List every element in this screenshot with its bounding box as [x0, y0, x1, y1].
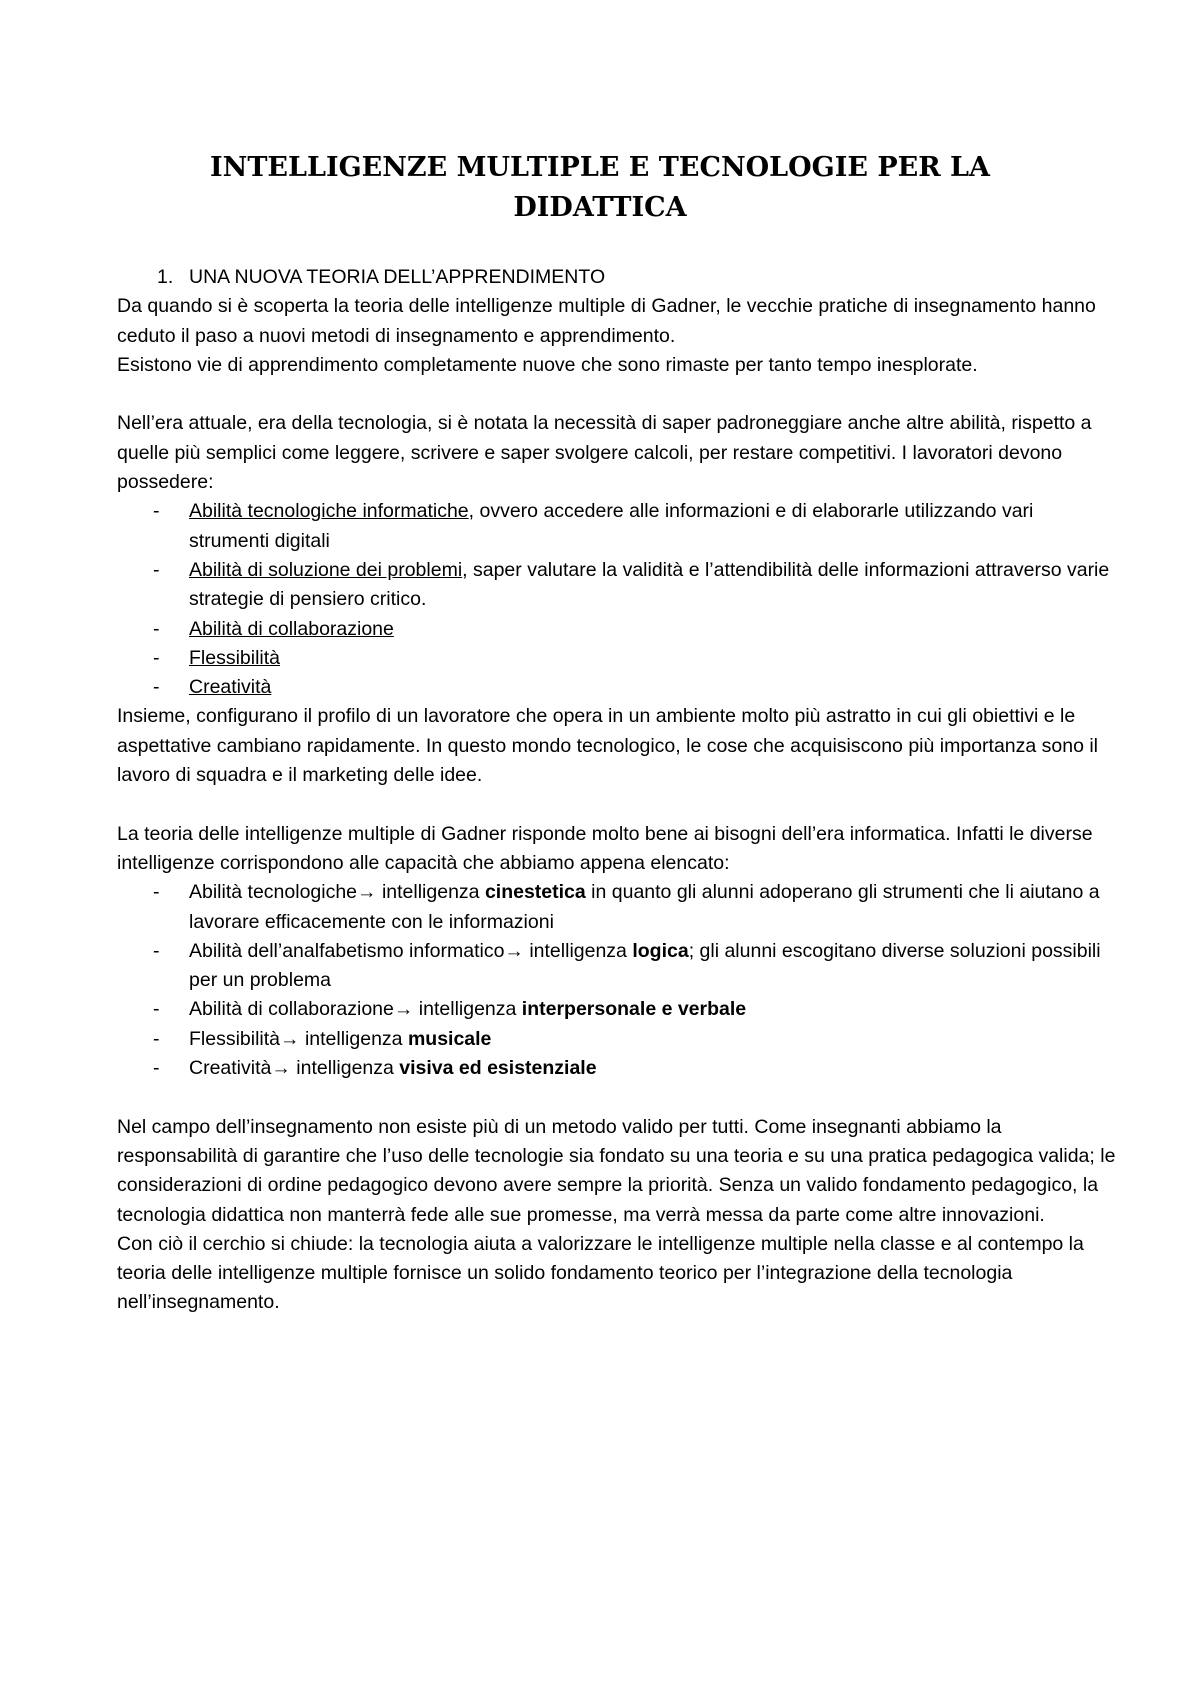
arrow-icon: →: [393, 998, 414, 1021]
paragraph-gap: [117, 790, 1117, 819]
mapping-intelligence: logica: [632, 939, 689, 962]
arrow-icon: →: [357, 881, 377, 904]
paragraph-era: Nell’era attuale, era della tecnologia, si è notata la necessità di saper padroneggiare anche altre abilità, rispetto a quelle più semplici come leggere, scrivere e saper svolgere calcoli, per restare competitivi. I lavoratori devono possedere:: [117, 412, 1092, 494]
section-heading: [117, 263, 1117, 292]
skills-list: [117, 497, 1117, 702]
mapping-post: ; gli alunni escogitano diverse soluzioni possibili per un problema: [189, 939, 1101, 992]
arrow-icon: →: [504, 939, 524, 962]
list-dash: -: [153, 558, 160, 581]
mapping-skill: Abilità dell’analfabetismo informatico: [189, 939, 505, 962]
mapping-intelligence: visiva ed esistenziale: [399, 1057, 597, 1080]
list-item: [117, 673, 1117, 702]
list-dash: -: [153, 1027, 160, 1050]
arrow-icon: →: [271, 1057, 291, 1080]
list-dash: -: [153, 1057, 160, 1080]
paragraph-gap: [117, 380, 1117, 409]
skill-name: Abilità tecnologiche informatiche: [189, 500, 469, 523]
mapping-intelligence: musicale: [407, 1027, 492, 1050]
list-item: [117, 995, 1117, 1024]
skill-name: Creatività: [189, 676, 272, 699]
list-item: [117, 615, 1117, 644]
list-dash: -: [153, 881, 160, 904]
arrow-icon: →: [280, 1027, 300, 1050]
section-heading-text: UNA NUOVA TEORIA DELL’APPRENDIMENTO: [189, 266, 606, 288]
mapping-post: in quanto gli alunni adoperano gli strumenti che li aiutano a lavorare efficacemente con le informazioni: [189, 881, 1100, 933]
section-number: 1.: [157, 266, 174, 288]
skill-desc: , saper valutare la validità e l’attendibilità delle informazioni attraverso varie strategie di pensiero critico.: [189, 558, 1110, 611]
intelligence-mapping-list: [117, 878, 1117, 1083]
list-item: [117, 937, 1117, 996]
list-item: [117, 1025, 1117, 1054]
skill-name: Abilità di soluzione dei problemi: [189, 558, 463, 581]
paragraph-intro: Da quando si è scoperta la teoria delle intelligenze multiple di Gadner, le vecchie pratiche di insegnamento hanno ceduto il paso a nuovi metodi di insegnamento e apprendimento.: [117, 295, 1096, 347]
list-dash: -: [153, 646, 160, 669]
skill-name: Abilità di collaborazione: [189, 617, 394, 640]
skill-name: Flessibilità: [189, 646, 281, 669]
mapping-skill: Creatività: [189, 1057, 272, 1080]
list-dash: -: [153, 939, 160, 962]
mapping-skill: Abilità di collaborazione: [189, 998, 394, 1021]
mapping-intelligence: cinestetica: [484, 881, 586, 904]
mapping-intelligence: interpersonale e verbale: [521, 998, 747, 1021]
list-item: [117, 644, 1117, 673]
document-title: INTELLIGENZE MULTIPLE E TECNOLOGIE PER LA DIDATTICA: [210, 152, 990, 223]
list-item: [117, 497, 1117, 556]
paragraph-new-ways: Esistono vie di apprendimento completamente nuove che sono rimaste per tanto tempo inesplorate.: [117, 353, 978, 376]
skill-desc: , ovvero accedere alle informazioni e di elaborarle utilizzando vari strumenti digitali: [189, 500, 1034, 552]
list-dash: -: [153, 617, 160, 640]
document-body: [117, 263, 1117, 1318]
list-item: [117, 556, 1117, 615]
mapping-pre: intelligenza: [523, 939, 633, 962]
mapping-pre: intelligenza: [299, 1027, 408, 1050]
mapping-pre: intelligenza: [413, 998, 522, 1021]
list-dash: -: [153, 998, 160, 1021]
list-item: [117, 878, 1117, 937]
mapping-pre: intelligenza: [290, 1057, 400, 1080]
list-dash: -: [153, 500, 160, 523]
mapping-skill: Flessibilità: [189, 1027, 281, 1050]
list-dash: -: [153, 676, 160, 699]
list-item: [117, 1054, 1117, 1083]
mapping-pre: intelligenza: [376, 881, 485, 904]
paragraph-teaching: Nel campo dell’insegnamento non esiste più di un metodo valido per tutti. Come insegnanti abbiamo la responsabilità di garantire che l’uso delle tecnologie sia fondato su una teoria e su una pratica pedagogica valida; le considerazioni di ordine pedagogico devono avere sempre la priorità. Senza un valido fondamento pedagogico, la tecnologia didattica non manterrà fede alle sue promesse, ma verrà messa da parte come altre innovazioni.: [117, 1115, 1116, 1226]
paragraph-conclusion: Con ciò il cerchio si chiude: la tecnologia aiuta a valorizzare le intelligenze multiple nella classe e al contempo la teoria delle intelligenze multiple fornisce un solido fondamento teorico per l’integrazione della tecnologia nell’insegnamento.: [117, 1232, 1084, 1314]
mapping-skill: Abilità tecnologiche: [189, 881, 358, 904]
paragraph-profile: Insieme, configurano il profilo di un lavoratore che opera in un ambiente molto più astratto in cui gli obiettivi e le aspettative cambiano rapidamente. In questo mondo tecnologico, le cose che acquisiscono più importanza sono il lavoro di squadra e il marketing delle idee.: [117, 705, 1099, 787]
paragraph-gap: [117, 1083, 1117, 1112]
paragraph-gadner-theory: La teoria delle intelligenze multiple di Gadner risponde molto bene ai bisogni dell’era informatica. Infatti le diverse intelligenze corrispondono alle capacità che abbiamo appena elencato:: [117, 822, 1093, 874]
